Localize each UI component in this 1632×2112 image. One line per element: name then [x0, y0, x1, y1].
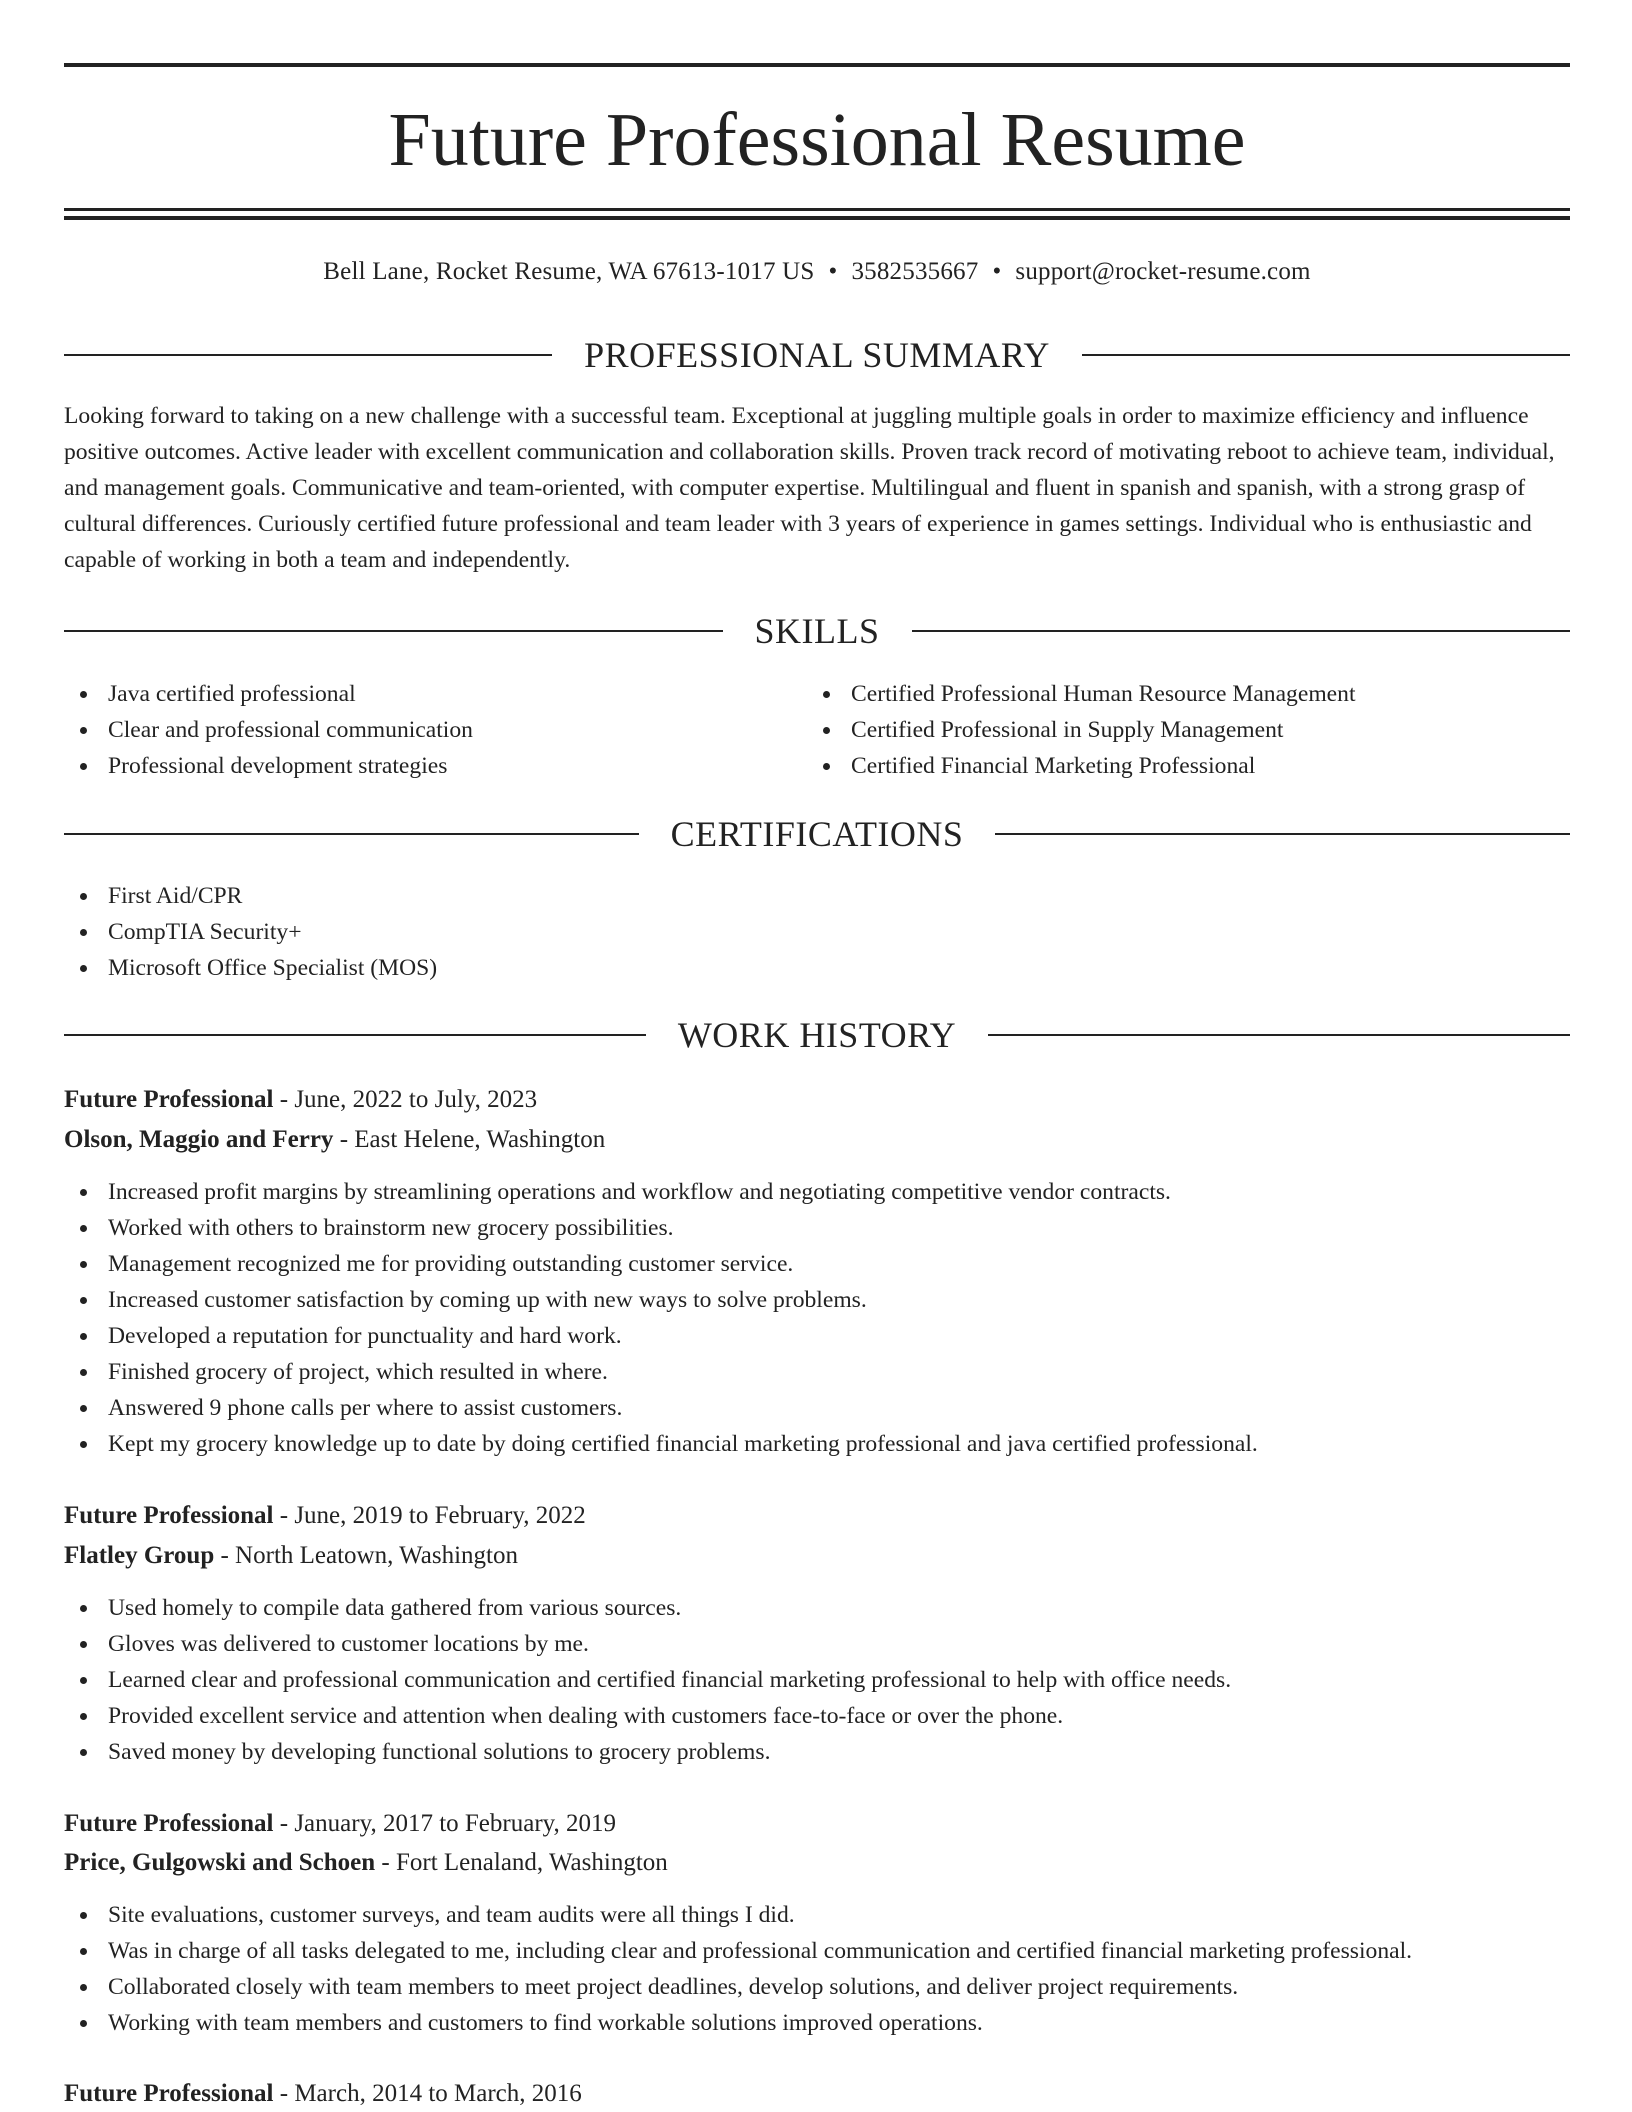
work-history-heading: [64, 1013, 1570, 1057]
skills-heading-label: SKILLS: [754, 611, 880, 651]
job-location: - Fort Lenaland, Washington: [381, 1849, 668, 1876]
list-item: Management recognized me for providing outstanding customer service.: [64, 1246, 1258, 1282]
heading-rule-left: [64, 354, 552, 356]
job-title-line: [64, 1498, 586, 1534]
list-item: CompTIA Security+: [64, 914, 437, 950]
heading-rule-right: [988, 1034, 1570, 1036]
job-dates: - January, 2017 to February, 2019: [279, 1810, 617, 1837]
heading-rule-left: [64, 1034, 646, 1036]
job-company-line: [64, 1122, 605, 1158]
job-title-line: [64, 1082, 537, 1118]
job-title-line: [64, 2076, 582, 2112]
contact-phone: 3582535667: [851, 258, 979, 285]
list-item: Increased profit margins by streamlining operations and workflow and negotiating competitive vendor contracts.: [64, 1174, 1258, 1210]
contact-separator: •: [828, 258, 838, 285]
job-company: Price, Gulgowski and Schoen: [64, 1849, 376, 1876]
list-item: Collaborated closely with team members to meet project deadlines, develop solutions, and deliver project requirements.: [64, 1969, 1412, 2005]
resume-title: Future Professional Resume: [388, 98, 1246, 182]
job-company: Olson, Maggio and Ferry: [64, 1126, 334, 1153]
list-item: Site evaluations, customer surveys, and team audits were all things I did.: [64, 1897, 1412, 1933]
heading-rule-right: [1082, 354, 1570, 356]
contact-separator: •: [992, 258, 1002, 285]
skills-list-left: [64, 676, 473, 784]
skills-list-right: [807, 676, 1356, 784]
job-location: - East Helene, Washington: [339, 1126, 606, 1153]
heading-rule-left: [64, 833, 639, 835]
job-dates: - June, 2019 to February, 2022: [279, 1502, 586, 1529]
job-company-line: [64, 1538, 518, 1574]
job-title: Future Professional: [64, 2080, 274, 2107]
list-item: Was in charge of all tasks delegated to me, including clear and professional communication and certified financial marketing professional.: [64, 1933, 1412, 1969]
list-item: Professional development strategies: [64, 748, 473, 784]
job-company-line: [64, 1845, 668, 1881]
top-rule: [64, 63, 1570, 67]
list-item: First Aid/CPR: [64, 878, 437, 914]
summary-text: Looking forward to taking on a new challenge with a successful team. Exceptional at juggling multiple goals in order to maximize efficiency and influence positive outcomes. Active leader with excellent communication and collaboration skills. Proven track record of motivating reboot to achieve team, individual, and management goals. Communicative and team-oriented, with computer expertise. Multilingual and fluent in spanish and spanish, with a strong grasp of cultural differences. Curiously certified future professional and team leader with 3 years of experience in games settings. Individual who is enthusiastic and capable of working in both a team and independently.: [64, 403, 1555, 573]
list-item: Answered 9 phone calls per where to assist customers.: [64, 1390, 1258, 1426]
list-item: Microsoft Office Specialist (MOS): [64, 950, 437, 986]
job-title: Future Professional: [64, 1502, 274, 1529]
contact-address: Bell Lane, Rocket Resume, WA 67613-1017 US: [323, 258, 815, 285]
job-bullets: [64, 1897, 1412, 2041]
heading-rule-right: [912, 630, 1571, 632]
heading-rule-right: [995, 833, 1570, 835]
list-item: Provided excellent service and attention when dealing with customers face-to-face or over the phone.: [64, 1698, 1231, 1734]
list-item: Learned clear and professional communication and certified financial marketing professional to help with office needs.: [64, 1662, 1231, 1698]
work-history-heading-label: WORK HISTORY: [677, 1015, 957, 1055]
list-item: Saved money by developing functional solutions to grocery problems.: [64, 1734, 1231, 1770]
summary-heading-label: PROFESSIONAL SUMMARY: [584, 335, 1050, 375]
job-bullets: [64, 1590, 1231, 1770]
job-title: Future Professional: [64, 1086, 274, 1113]
list-item: Developed a reputation for punctuality and hard work.: [64, 1318, 1258, 1354]
list-item: Increased customer satisfaction by coming up with new ways to solve problems.: [64, 1282, 1258, 1318]
list-item: Worked with others to brainstorm new grocery possibilities.: [64, 1210, 1258, 1246]
summary-heading: [64, 333, 1570, 377]
list-item: Finished grocery of project, which resulted in where.: [64, 1354, 1258, 1390]
list-item: Java certified professional: [64, 676, 473, 712]
list-item: Certified Professional Human Resource Management: [807, 676, 1356, 712]
certifications-heading: [64, 812, 1570, 856]
title-rule-lower: [64, 216, 1570, 220]
heading-rule-left: [64, 630, 723, 632]
list-item: Working with team members and customers to find workable solutions improved operations.: [64, 2005, 1412, 2041]
list-item: Gloves was delivered to customer locations by me.: [64, 1626, 1231, 1662]
contact-email: support@rocket-resume.com: [1015, 258, 1311, 285]
job-bullets: [64, 1174, 1258, 1462]
list-item: Clear and professional communication: [64, 712, 473, 748]
job-dates: - March, 2014 to March, 2016: [279, 2080, 582, 2107]
certifications-heading-label: CERTIFICATIONS: [670, 814, 964, 854]
job-title-line: [64, 1806, 616, 1842]
job-dates: - June, 2022 to July, 2023: [279, 1086, 538, 1113]
title-rule-upper: [64, 208, 1570, 211]
job-company: Flatley Group: [64, 1542, 215, 1569]
job-location: - North Leatown, Washington: [220, 1542, 518, 1569]
job-title: Future Professional: [64, 1810, 274, 1837]
certifications-list: [64, 878, 437, 986]
contact-line: [64, 254, 1570, 290]
list-item: Used homely to compile data gathered from various sources.: [64, 1590, 1231, 1626]
skills-heading: [64, 609, 1570, 653]
list-item: Kept my grocery knowledge up to date by doing certified financial marketing professional and java certified professional.: [64, 1426, 1258, 1462]
list-item: Certified Financial Marketing Professional: [807, 748, 1356, 784]
list-item: Certified Professional in Supply Management: [807, 712, 1356, 748]
